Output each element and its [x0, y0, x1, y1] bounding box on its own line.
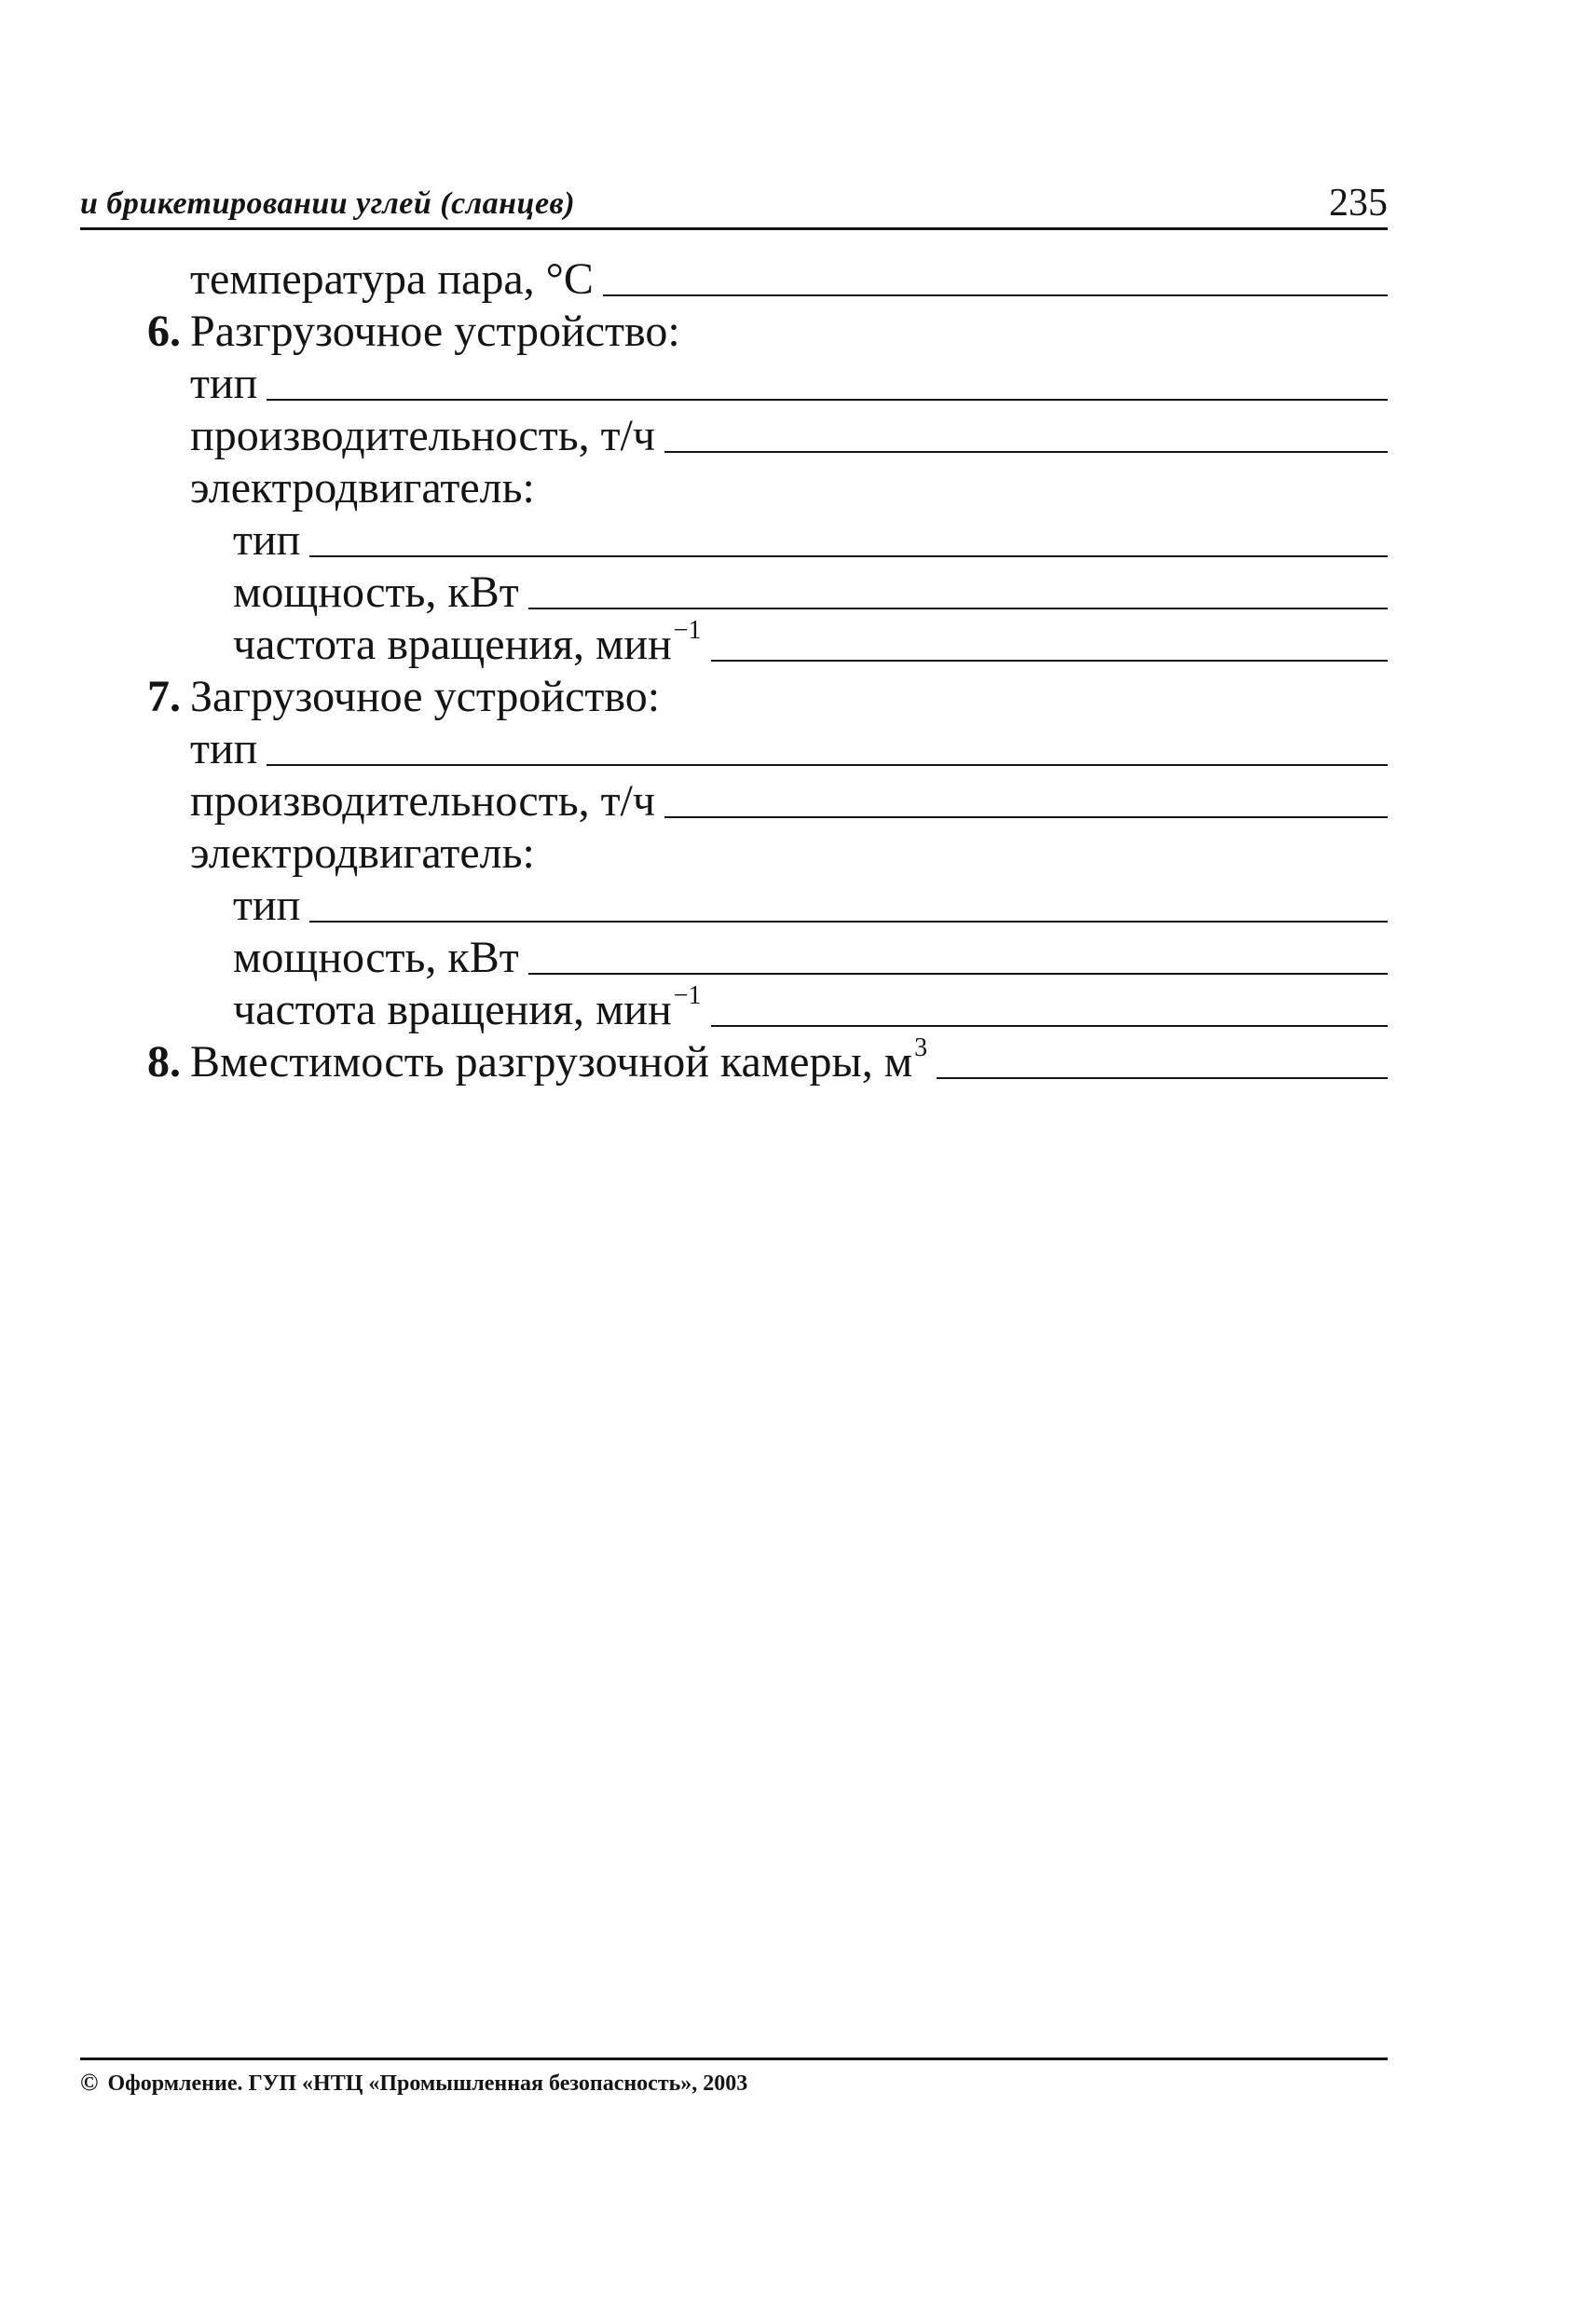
- blank-line[interactable]: [664, 451, 1388, 453]
- form-row-motor-type: [233, 876, 1388, 928]
- form-row-motor-power: [233, 928, 1388, 980]
- blank-line[interactable]: [603, 294, 1388, 296]
- form-row-capacity: [190, 772, 1388, 824]
- blank-line[interactable]: [267, 764, 1388, 766]
- field-label: [233, 983, 711, 1032]
- unit-superscript: −1: [673, 616, 702, 645]
- form-row-motor-speed: [233, 615, 1388, 667]
- form-subheading-motor: [190, 824, 535, 876]
- field-label: [233, 618, 711, 667]
- copyright-icon: ©: [80, 2069, 99, 2096]
- form-row-type: [190, 354, 1388, 406]
- header-rule: [80, 227, 1388, 230]
- section-title: Загрузочное устройство:: [190, 672, 661, 721]
- form-subheading-motor: [190, 458, 535, 511]
- form-row-motor-type: [233, 511, 1388, 563]
- blank-line[interactable]: [711, 660, 1388, 662]
- blank-line[interactable]: [528, 608, 1388, 609]
- field-label: тип: [233, 515, 301, 565]
- footer: [80, 2069, 747, 2097]
- blank-line[interactable]: [937, 1077, 1388, 1079]
- speed-unit: частота вращения, мин: [233, 620, 672, 669]
- field-label: производительность, т/ч: [190, 776, 656, 826]
- section-title: Вместимость разгрузочной камеры, м: [190, 1037, 913, 1087]
- field-label: тип: [190, 359, 258, 408]
- form-row-motor-power: [233, 563, 1388, 615]
- form-row-type: [190, 719, 1388, 772]
- blank-line[interactable]: [309, 555, 1388, 557]
- field-label: мощность, кВт: [233, 567, 519, 617]
- page-number: 235: [1329, 182, 1388, 225]
- blank-line[interactable]: [309, 921, 1388, 923]
- blank-line[interactable]: [267, 399, 1388, 401]
- speed-unit: частота вращения, мин: [233, 985, 672, 1034]
- running-header: [80, 177, 1388, 229]
- section-number: 8.: [147, 1037, 181, 1087]
- unit-superscript: 3: [914, 1033, 928, 1062]
- footer-rule: [80, 2057, 1388, 2060]
- blank-line[interactable]: [528, 973, 1388, 975]
- blank-line[interactable]: [711, 1025, 1388, 1027]
- form-row-steam-temperature: [190, 250, 1388, 302]
- unit-superscript: −1: [673, 981, 702, 1010]
- section-number: 6.: [147, 307, 181, 356]
- field-label: температура пара, °C: [190, 254, 594, 304]
- form-row-motor-speed: [233, 980, 1388, 1032]
- section-number: 7.: [147, 672, 181, 721]
- field-label: тип: [190, 724, 258, 773]
- section-heading-7: [147, 667, 660, 719]
- footer-text: Оформление. ГУП «НТЦ «Промышленная безопасность», 2003: [107, 2071, 748, 2096]
- subheading-label: электродвигатель:: [190, 463, 535, 513]
- field-label: производительность, т/ч: [190, 411, 656, 460]
- subheading-label: электродвигатель:: [190, 828, 535, 878]
- blank-line[interactable]: [664, 816, 1388, 818]
- section-heading-6: [147, 302, 680, 354]
- field-label: мощность, кВт: [233, 933, 519, 982]
- field-label: тип: [233, 881, 301, 930]
- field-label: [190, 1035, 937, 1085]
- form-row-capacity: [190, 406, 1388, 458]
- running-header-title: и брикетировании углей (сланцев): [80, 186, 576, 221]
- section-title: Разгрузочное устройство:: [190, 307, 680, 356]
- form-row-chamber-volume: [147, 1032, 1388, 1085]
